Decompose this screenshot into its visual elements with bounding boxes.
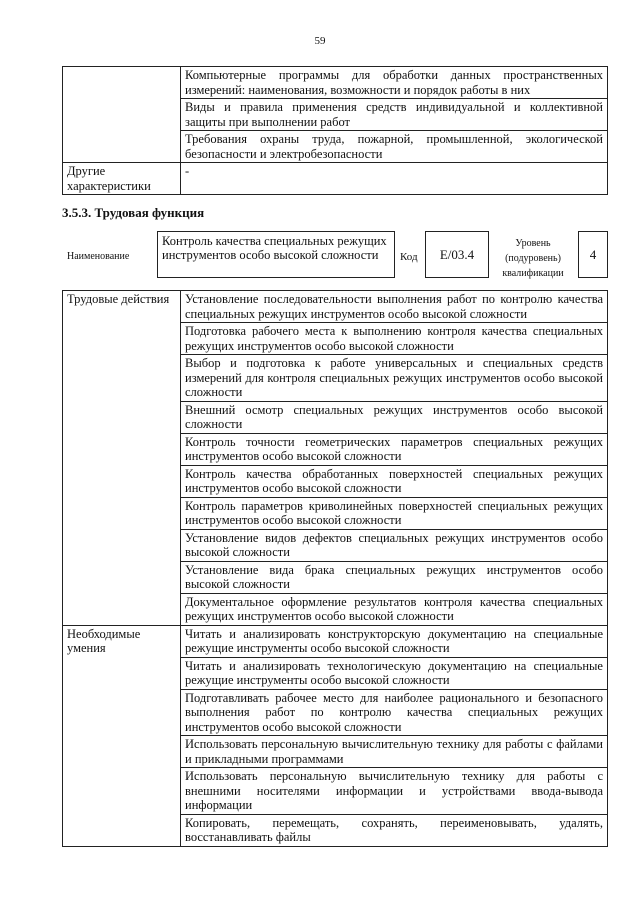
group-label: Трудовые действия	[63, 291, 181, 626]
table-row	[63, 625, 608, 657]
row-text: Подготовка рабочего места к выполнению контроля качества специальных режущих инструментов особо высокой сложности	[181, 323, 608, 355]
function-table	[62, 290, 608, 847]
row-text: Использовать персональную вычислительную технику для работы с файлами и прикладными программами	[181, 736, 608, 768]
code-value: E/03.4	[425, 231, 489, 278]
row-text: Выбор и подготовка к работе универсальных и специальных средств измерений для контроля специальных режущих инструментов особо высокой сложности	[181, 355, 608, 402]
section-title: 3.5.3. Трудовая функция	[62, 205, 205, 220]
code-label: Код	[400, 251, 418, 263]
row-text: Использовать персональную вычислительную технику для работы с внешними носителями информации и устройствами ввода-вывода информации	[181, 768, 608, 815]
row-text: Контроль качества обработанных поверхностей специальных режущих инструментов особо высокой сложности	[181, 465, 608, 497]
table-row	[63, 291, 608, 323]
row-text: Требования охраны труда, пожарной, промышленной, экологической безопасности и электробезопасности	[181, 131, 608, 163]
row-label: Другие характеристики	[63, 163, 181, 195]
row-text: Копировать, перемещать, сохранять, переименовывать, удалять, восстанавливать файлы	[181, 814, 608, 846]
row-text: Установление вида брака специальных режущих инструментов особо высокой сложности	[181, 561, 608, 593]
row-text: Контроль точности геометрических параметров специальных режущих инструментов особо высокой сложности	[181, 433, 608, 465]
row-text: Установление видов дефектов специальных режущих инструментов особо высокой сложности	[181, 529, 608, 561]
row-text: Документальное оформление результатов контроля качества специальных режущих инструментов особо высокой сложности	[181, 593, 608, 625]
page-number: 59	[314, 35, 326, 47]
row-text: Внешний осмотр специальных режущих инструментов особо высокой сложности	[181, 401, 608, 433]
row-text: Подготавливать рабочее место для наиболее рационального и безопасного выполнения работ по контролю качества специальных режущих инструментов особо высокой сложности	[181, 689, 608, 736]
table-row	[63, 163, 608, 195]
group-label: Необходимые умения	[63, 625, 181, 846]
name-label: Наименование	[67, 251, 130, 262]
row-text: Установление последовательности выполнения работ по контролю качества специальных режущих инструментов особо высокой сложности	[181, 291, 608, 323]
row-text: Читать и анализировать конструкторскую документацию на специальные режущие инструменты особо высокой сложности	[181, 625, 608, 657]
row-label	[63, 67, 181, 163]
row-text: Читать и анализировать технологическую документацию на специальные режущие инструменты особо высокой сложности	[181, 657, 608, 689]
row-text: Компьютерные программы для обработки данных пространственных измерений: наименования, возможности и порядок работы в них	[181, 67, 608, 99]
row-text: -	[181, 163, 608, 195]
row-text: Виды и правила применения средств индивидуальной и коллективной защиты при выполнении работ	[181, 99, 608, 131]
level-label: Уровень (подуровень) квалификации	[502, 238, 564, 279]
knowledge-table	[62, 66, 608, 195]
level-value: 4	[578, 231, 608, 278]
table-row	[63, 67, 608, 99]
name-value: Контроль качества специальных режущих инструментов особо высокой сложности	[157, 231, 395, 278]
row-text: Контроль параметров криволинейных поверхностей специальных режущих инструментов особо высокой сложности	[181, 497, 608, 529]
